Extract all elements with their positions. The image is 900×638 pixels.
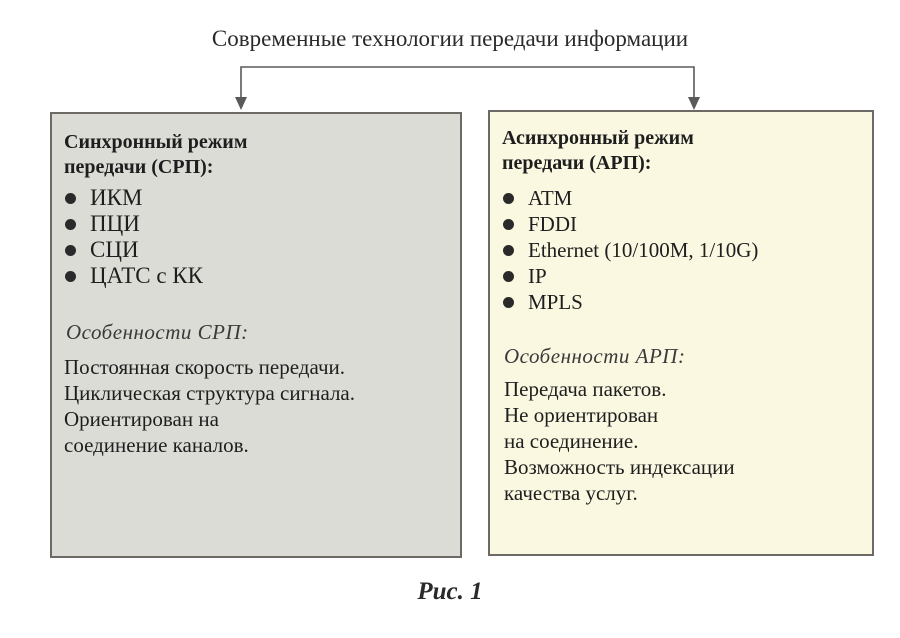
feature-line: на соединение. (504, 429, 639, 453)
feature-line: Циклическая структура сигнала. (64, 381, 356, 405)
sync-heading-line2: передачи (СРП): (64, 156, 214, 178)
arrow-down-right-icon (688, 97, 700, 110)
feature-line: качества услуг. (504, 481, 638, 505)
sync-features-title: Особенности СРП: (66, 320, 249, 344)
feature-line: соединение каналов. (64, 433, 249, 457)
bullet-icon (65, 271, 76, 282)
list-item (502, 211, 758, 237)
async-tech-list (502, 185, 758, 315)
async-mode-heading (502, 126, 694, 176)
list-item-label: ИКМ (90, 185, 143, 210)
list-item (502, 263, 758, 289)
bullet-icon (503, 245, 514, 256)
list-item-label: IP (528, 264, 547, 288)
list-item (502, 237, 758, 263)
async-heading-line1: Асинхронный режим (502, 127, 694, 149)
bullet-icon (503, 271, 514, 282)
sync-heading-line1: Синхронный режим (64, 131, 248, 153)
async-features-list (504, 376, 735, 506)
list-item (64, 237, 203, 263)
figure-caption: Рис. 1 (417, 578, 483, 605)
sync-tech-list (64, 185, 203, 289)
async-features-title: Особенности АРП: (504, 344, 686, 368)
bullet-icon (65, 219, 76, 230)
bullet-icon (65, 245, 76, 256)
sync-mode-box (50, 112, 462, 558)
feature-line: Постоянная скорость передачи. (64, 355, 345, 379)
list-item-label: СЦИ (90, 237, 139, 262)
list-item (64, 211, 203, 237)
list-item-label: ПЦИ (90, 211, 140, 236)
list-item (64, 185, 203, 211)
bullet-icon (503, 297, 514, 308)
feature-line: Не ориентирован (504, 403, 659, 427)
connector-branch-line (241, 67, 694, 100)
list-item-label: ATM (528, 186, 573, 210)
list-item (502, 185, 758, 211)
arrow-down-left-icon (235, 97, 247, 110)
bullet-icon (503, 193, 514, 204)
feature-line: Возможность индексации (504, 455, 735, 479)
list-item-label: FDDI (528, 212, 578, 236)
bullet-icon (65, 193, 76, 204)
bullet-icon (503, 219, 514, 230)
diagram-title: Современные технологии передачи информации (211, 26, 689, 51)
async-heading-line2: передачи (АРП): (502, 152, 652, 174)
async-mode-box (488, 110, 874, 556)
sync-mode-heading (64, 130, 247, 180)
list-item-label: Ethernet (10/100M, 1/10G) (528, 238, 759, 262)
list-item-label: MPLS (528, 290, 583, 314)
feature-line: Передача пакетов. (504, 377, 667, 401)
feature-line: Ориентирован на (64, 407, 219, 431)
sync-features-list (64, 354, 355, 458)
list-item (64, 263, 203, 289)
list-item-label: ЦАТС с КК (90, 263, 203, 288)
list-item (502, 289, 758, 315)
